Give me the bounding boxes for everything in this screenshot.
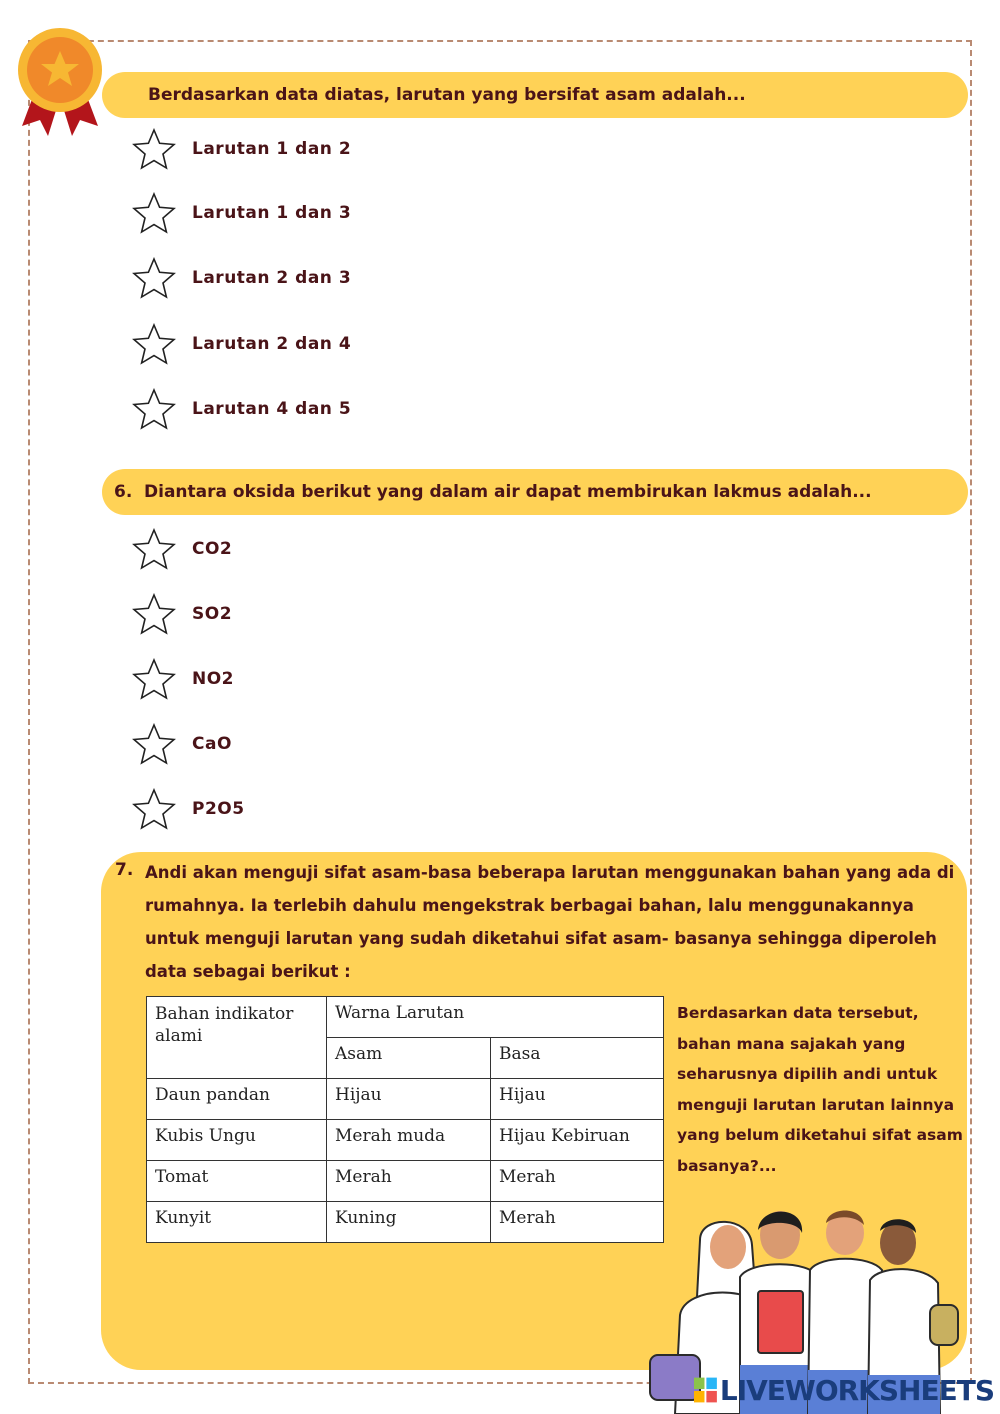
table-cell: Daun pandan	[147, 1079, 327, 1120]
indicator-table	[146, 996, 664, 1243]
q6-option-1[interactable]	[132, 528, 232, 570]
brand-logo	[694, 1370, 994, 1410]
star-icon[interactable]	[132, 528, 176, 570]
q5-option-3-label: Larutan 2 dan 3	[192, 268, 352, 288]
q5-option-5[interactable]	[132, 388, 351, 430]
question-6-bar	[102, 469, 968, 515]
q5-option-3[interactable]	[132, 257, 351, 299]
table-cell: Merah muda	[327, 1120, 491, 1161]
table-header-material: Bahan indikator alami	[147, 997, 327, 1079]
star-icon[interactable]	[132, 658, 176, 700]
question-5-text: Berdasarkan data diatas, larutan yang bersifat asam adalah...	[148, 85, 746, 105]
question-5-bar	[102, 72, 968, 118]
question-7-prompt: Berdasarkan data tersebut, bahan mana sajakah yang seharusnya dipilih andi untuk menguji larutan larutan lainnya yang belum diketahui sifat asam basanya?...	[677, 1004, 963, 1175]
table-cell: Kubis Ungu	[147, 1120, 327, 1161]
star-icon[interactable]	[132, 128, 176, 170]
q5-option-1[interactable]	[132, 128, 351, 170]
table-cell: Merah	[491, 1202, 664, 1243]
q6-option-2[interactable]	[132, 593, 232, 635]
q6-option-2-label: SO2	[192, 604, 233, 624]
table-cell: Hijau	[491, 1079, 664, 1120]
question-6-number: 6.	[114, 482, 133, 502]
q5-option-4[interactable]	[132, 323, 351, 365]
q6-option-3[interactable]	[132, 658, 234, 700]
medal-icon	[14, 24, 106, 140]
q5-option-2-label: Larutan 1 dan 3	[192, 203, 352, 223]
q5-option-1-label: Larutan 1 dan 2	[192, 139, 352, 159]
brand-name: LIVEWORKSHEETS	[719, 1373, 994, 1407]
question-7-text: Andi akan menguji sifat asam-basa beberapa larutan menggunakan bahan yang ada di rumahnya. Ia terlebih dahulu mengekstrak berbagai bahan, lalu menggunakannya untuk menguji larutan yang sudah diketahui sifat asam- basanya sehingga diperoleh data sebagai berikut :	[145, 863, 955, 981]
table-row	[147, 1079, 664, 1120]
q5-option-5-label: Larutan 4 dan 5	[192, 399, 352, 419]
q5-option-2[interactable]	[132, 192, 351, 234]
q6-option-5[interactable]	[132, 788, 245, 830]
q6-option-4[interactable]	[132, 723, 232, 765]
table-row	[147, 1202, 664, 1243]
q6-option-3-label: NO2	[192, 669, 235, 689]
star-icon[interactable]	[132, 323, 176, 365]
star-icon[interactable]	[132, 593, 176, 635]
table-cell: Kuning	[327, 1202, 491, 1243]
star-icon[interactable]	[132, 788, 176, 830]
table-header-acid: Asam	[327, 1038, 491, 1079]
q6-option-4-label: CaO	[192, 734, 232, 754]
table-row	[147, 1120, 664, 1161]
q5-option-4-label: Larutan 2 dan 4	[192, 334, 352, 354]
table-cell: Tomat	[147, 1161, 327, 1202]
q6-option-5-label: P2O5	[192, 799, 245, 819]
table-header-color: Warna Larutan	[327, 997, 664, 1038]
liveworksheets-logo-icon	[694, 1377, 717, 1403]
table-header-base: Basa	[491, 1038, 664, 1079]
star-icon[interactable]	[132, 723, 176, 765]
table-cell: Merah	[491, 1161, 664, 1202]
star-icon[interactable]	[132, 257, 176, 299]
star-icon[interactable]	[132, 192, 176, 234]
question-6-text: Diantara oksida berikut yang dalam air dapat membirukan lakmus adalah...	[144, 482, 872, 502]
table-cell: Kunyit	[147, 1202, 327, 1243]
star-icon[interactable]	[132, 388, 176, 430]
table-cell: Merah	[327, 1161, 491, 1202]
table-cell: Hijau Kebiruan	[491, 1120, 664, 1161]
q6-option-1-label: CO2	[192, 539, 233, 559]
table-row	[147, 1161, 664, 1202]
table-cell: Hijau	[327, 1079, 491, 1120]
question-7-number: 7.	[115, 860, 134, 880]
